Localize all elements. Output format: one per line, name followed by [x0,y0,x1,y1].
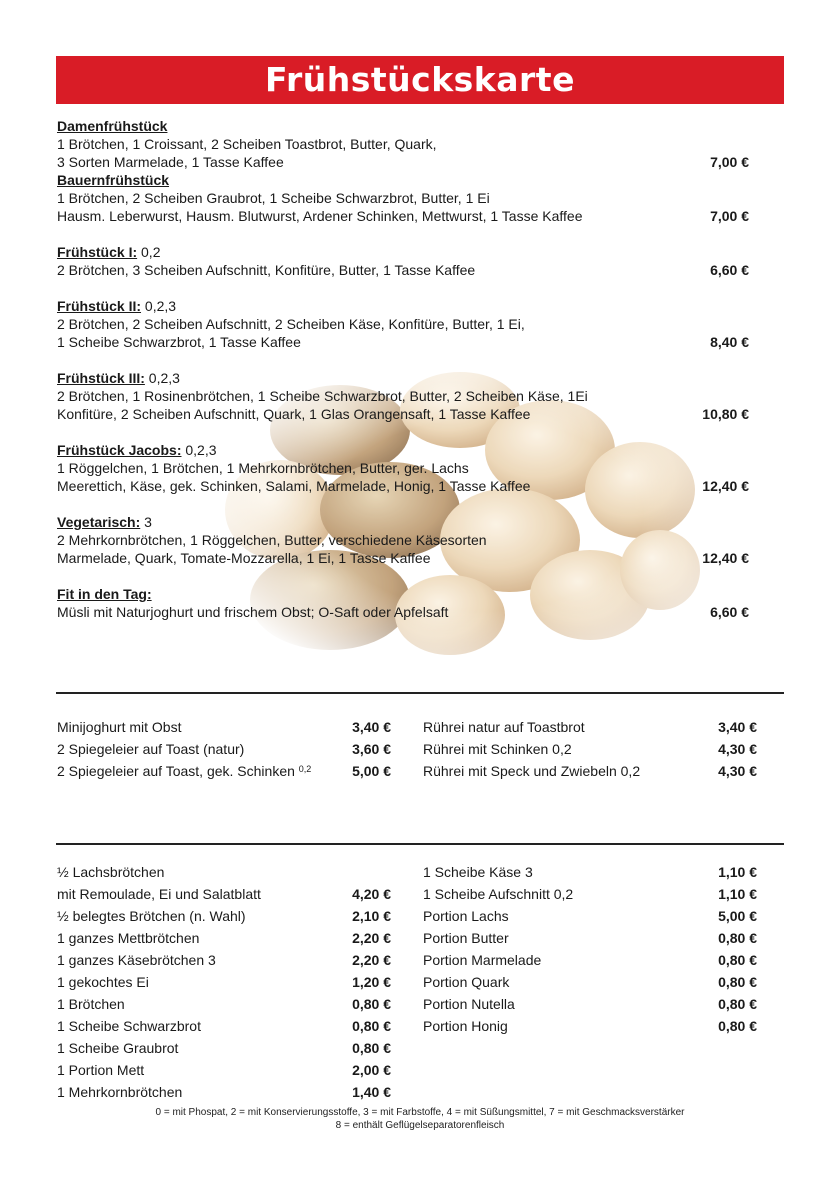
item-name: Fit in den Tag: [57,586,152,602]
item-description: Konfitüre, 2 Scheiben Aufschnitt, Quark, 1 Glas Orangensaft, 1 Tasse Kaffee [57,406,531,422]
list-item [423,883,757,905]
item-price: 1,20 € [352,974,391,990]
list-item [423,993,757,1015]
item-price: 6,60 € [710,604,749,620]
list-item [57,1037,391,1059]
item-additives: 0,2,3 [144,370,180,386]
menu-item [57,243,757,279]
list-item [57,883,391,905]
breakfast-menu [57,117,757,621]
item-price: 0,80 € [718,996,757,1012]
item-label: Portion Lachs [423,908,509,924]
menu-item [57,171,757,225]
list-item [57,927,391,949]
list-item [423,971,757,993]
list-item [57,905,391,927]
item-label: 1 Mehrkornbrötchen [57,1084,183,1100]
item-label: Portion Honig [423,1018,508,1034]
item-price: 1,40 € [352,1084,391,1100]
egg-dishes-right [423,716,757,782]
list-item [57,1015,391,1037]
list-item [423,760,757,782]
list-item [423,949,757,971]
egg-dishes-left [57,716,391,782]
item-price: 1,10 € [718,886,757,902]
item-name: Damenfrühstück [57,118,168,134]
item-price: 0,80 € [718,1018,757,1034]
additives-footnote [56,1106,784,1132]
item-label: Portion Nutella [423,996,515,1012]
item-price: 4,30 € [718,741,757,757]
item-label: mit Remoulade, Ei und Salatblatt [57,886,261,902]
item-label: 1 Scheibe Käse 3 [423,864,533,880]
list-item [57,760,391,782]
item-description: 1 Scheibe Schwarzbrot, 1 Tasse Kaffee [57,334,301,350]
item-label: ½ Lachsbrötchen [57,864,165,880]
item-additives: 0,2,3 [181,442,217,458]
item-price: 12,40 € [702,550,749,566]
menu-item [57,513,757,567]
item-price: 12,40 € [702,478,749,494]
menu-item [57,117,757,171]
item-price: 0,80 € [352,1018,391,1034]
single-items [57,861,757,1103]
menu-item [57,585,757,621]
item-price: 3,60 € [352,741,391,757]
list-item [57,861,391,883]
menu-item [57,297,757,351]
item-price: 7,00 € [710,208,749,224]
item-name: Frühstück III: [57,370,145,386]
item-price: 1,10 € [718,864,757,880]
item-label: 1 Portion Mett [57,1062,145,1078]
item-name: Frühstück I: [57,244,138,260]
list-item [423,716,757,738]
item-price: 6,60 € [710,262,749,278]
item-price: 0,80 € [352,1040,391,1056]
item-label: 1 Scheibe Aufschnitt 0,2 [423,886,574,902]
item-price: 4,30 € [718,763,757,779]
menu-item [57,441,757,495]
item-additives: 0,2 [298,764,312,774]
item-label: 1 Brötchen [57,996,125,1012]
item-name: Bauernfrühstück [57,172,170,188]
item-price: 2,00 € [352,1062,391,1078]
list-item [57,1059,391,1081]
item-price: 5,00 € [352,763,391,779]
list-item [57,949,391,971]
item-label: Portion Butter [423,930,509,946]
item-description: 2 Brötchen, 1 Rosinenbrötchen, 1 Scheibe Schwarzbrot, Butter, 2 Scheiben Käse, 1Ei [57,388,588,404]
list-item [57,716,391,738]
item-label: ½ belegtes Brötchen (n. Wahl) [57,908,246,924]
item-label: 1 Scheibe Schwarzbrot [57,1018,201,1034]
item-label: Rührei mit Speck und Zwiebeln 0,2 [423,763,641,779]
item-price: 0,80 € [718,952,757,968]
item-additives: 0,2,3 [141,298,177,314]
item-price: 4,20 € [352,886,391,902]
item-label: Minijoghurt mit Obst [57,719,182,735]
item-price: 3,40 € [718,719,757,735]
list-item [423,861,757,883]
item-label: 1 ganzes Mettbrötchen [57,930,200,946]
item-price: 2,20 € [352,952,391,968]
item-description: 2 Brötchen, 3 Scheiben Aufschnitt, Konfitüre, Butter, 1 Tasse Kaffee [57,262,476,278]
list-item [57,738,391,760]
single-items-left [57,861,391,1103]
divider [56,843,784,845]
egg-dishes [57,716,757,782]
footnote-line: 8 = enthält Geflügelseparatorenfleisch [335,1120,505,1131]
item-price: 2,10 € [352,908,391,924]
item-description: Marmelade, Quark, Tomate-Mozzarella, 1 Ei, 1 Tasse Kaffee [57,550,431,566]
list-item [423,927,757,949]
item-label: 2 Spiegeleier auf Toast, gek. Schinken [57,763,299,779]
item-description: Hausm. Leberwurst, Hausm. Blutwurst, Ardener Schinken, Mettwurst, 1 Tasse Kaffee [57,208,583,224]
list-item [423,905,757,927]
footnote-line: 0 = mit Phospat, 2 = mit Konservierungsstoffe, 3 = mit Farbstoffe, 4 = mit Süßungsmittel, 7 = mit Geschmacksverstärker [155,1107,685,1118]
item-description: 3 Sorten Marmelade, 1 Tasse Kaffee [57,154,284,170]
item-name: Frühstück Jacobs: [57,442,182,458]
item-label: 1 ganzes Käsebrötchen 3 [57,952,216,968]
item-description: 1 Brötchen, 2 Scheiben Graubrot, 1 Scheibe Schwarzbrot, Butter, 1 Ei [57,190,490,206]
item-name: Frühstück II: [57,298,142,314]
item-price: 5,00 € [718,908,757,924]
item-price: 8,40 € [710,334,749,350]
item-description: Müsli mit Naturjoghurt und frischem Obst; O-Saft oder Apfelsaft [57,604,449,620]
item-price: 0,80 € [352,996,391,1012]
page-title: Frühstückskarte [56,56,784,104]
item-label: 1 gekochtes Ei [57,974,149,990]
list-item [423,738,757,760]
item-price: 7,00 € [710,154,749,170]
item-label: Portion Marmelade [423,952,542,968]
item-description: 1 Röggelchen, 1 Brötchen, 1 Mehrkornbrötchen, Butter, ger. Lachs [57,460,469,476]
item-price: 0,80 € [718,974,757,990]
single-items-right [423,861,757,1103]
item-label: Portion Quark [423,974,510,990]
item-price: 10,80 € [702,406,749,422]
item-label: 1 Scheibe Graubrot [57,1040,179,1056]
item-additives: 3 [140,514,152,530]
item-label: 2 Spiegeleier auf Toast (natur) [57,741,245,757]
item-label: Rührei mit Schinken 0,2 [423,741,572,757]
item-additives: 0,2 [137,244,161,260]
list-item [57,1081,391,1103]
list-item [57,971,391,993]
item-price: 0,80 € [718,930,757,946]
item-description: 1 Brötchen, 1 Croissant, 2 Scheiben Toastbrot, Butter, Quark, [57,136,437,152]
item-label: Rührei natur auf Toastbrot [423,719,585,735]
item-price [335,861,391,883]
item-description: 2 Brötchen, 2 Scheiben Aufschnitt, 2 Scheiben Käse, Konfitüre, Butter, 1 Ei, [57,316,525,332]
item-price: 2,20 € [352,930,391,946]
item-price: 3,40 € [352,719,391,735]
menu-item [57,369,757,423]
item-name: Vegetarisch: [57,514,141,530]
item-description: Meerettich, Käse, gek. Schinken, Salami, Marmelade, Honig, 1 Tasse Kaffee [57,478,531,494]
divider [56,692,784,694]
list-item [57,993,391,1015]
list-item [423,1015,757,1037]
item-description: 2 Mehrkornbrötchen, 1 Röggelchen, Butter, verschiedene Käsesorten [57,532,487,548]
